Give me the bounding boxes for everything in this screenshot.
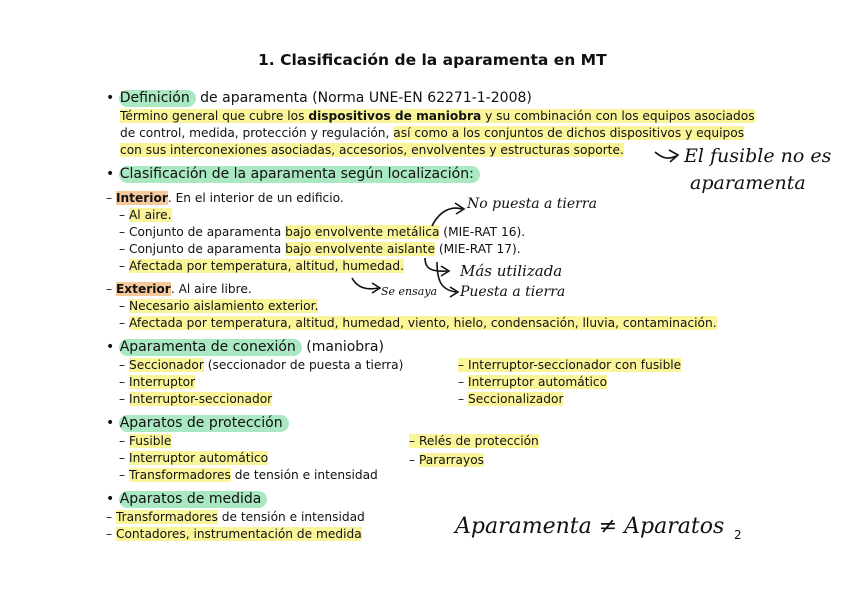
slide-title: 1. Clasificación de la aparamenta en MT [258,51,607,69]
dash: – [106,191,116,205]
item-prefix: – [119,375,129,389]
arrow-mas-utilizada [425,258,447,271]
item-text: Interruptor-seccionador [128,392,273,406]
bullet: • [106,491,115,507]
item-text: Transformadores [128,468,231,482]
item-prefix: – [458,375,468,389]
item-suffix: de tensión e intensidad [217,510,365,524]
item-text: Al aire. [128,208,172,222]
definicion-text: y su combinación con los equipos asociados [481,109,755,123]
page-number: 2 [734,528,742,542]
item-prefix: – Conjunto de aparamenta [119,242,286,256]
item-text: Pararrayos [418,453,485,467]
item-text: Interruptor automático [128,451,269,465]
handwritten-fusible-2: aparamenta [690,172,806,194]
interior-rest: . En el interior de un edificio. [167,191,344,205]
definicion-bold: dispositivos de maniobra [308,109,482,123]
item-text: Fusible [128,434,172,448]
conexion-rest: (maniobra) [301,339,384,355]
item-text: Interruptor [128,375,196,389]
item-prefix: – [106,527,116,541]
bullet: • [106,90,115,106]
item-text: Afectada por temperatura, altitud, humedad, viento, hielo, condensación, lluvia, contaminación. [128,316,717,330]
arrow-puesta [437,262,456,292]
handwritten-puesta: Puesta a tierra [460,284,566,300]
item-text: Contadores, instrumentación de medida [115,527,362,541]
item-text: Interruptor-seccionador con fusible [467,358,682,372]
handwritten-no-puesta: No puesta a tierra [467,196,597,212]
item-prefix: – [119,208,129,222]
item-suffix: (MIE-RAT 16). [439,225,526,239]
definicion-text: así como a los conjuntos de dichos dispositivos y equipos [393,126,745,140]
item-suffix: de tensión e intensidad [230,468,378,482]
item-text: Seccionalizador [467,392,564,406]
bullet: • [106,415,115,431]
item-suffix: (MIE-RAT 17). [434,242,521,256]
item-prefix: – [119,316,129,330]
item-text: Necesario aislamiento exterior. [128,299,319,313]
handwritten-fusible-1: El fusible no es [684,145,832,167]
item-text: bajo envolvente aislante [285,242,435,256]
definicion-text: con sus interconexiones asociadas, accesorios, envolventes y estructuras soporte. [120,143,624,157]
item-prefix: – [119,451,129,465]
item-prefix: – Conjunto de aparamenta [119,225,286,239]
item-text: Transformadores [115,510,218,524]
item-prefix: – [409,453,419,467]
handwritten-aparamenta-aparatos: Aparamenta ≠ Aparatos [455,514,725,539]
exterior-rest: . Al aire libre. [170,282,252,296]
item-prefix: – [119,468,129,482]
clasificacion-label: Clasificación de la aparamenta según localización: [119,166,480,183]
definicion-text: Término general que cubre los [120,109,309,123]
conexion-label: Aparamenta de conexión [119,339,302,356]
bullet: • [106,339,115,355]
item-text: bajo envolvente metálica [285,225,440,239]
item-prefix: – [119,358,129,372]
item-prefix: – [409,434,419,448]
exterior-label: Exterior [115,282,171,296]
item-prefix: – [106,510,116,524]
item-prefix: – [119,259,129,273]
definicion-rest: de aparamenta (Norma UNE-EN 62271-1-2008) [195,90,532,106]
item-text: Afectada por temperatura, altitud, humedad. [128,259,404,273]
proteccion-label: Aparatos de protección [119,415,289,432]
arrow-no-puesta [432,208,462,226]
definicion-label: Definición [119,90,196,107]
dash: – [106,282,116,296]
item-prefix: – [458,392,468,406]
bullet: • [106,166,115,182]
handwritten-mas-utilizada: Más utilizada [460,262,563,280]
item-suffix: (seccionador de puesta a tierra) [203,358,404,372]
item-prefix: – [119,392,129,406]
item-text: Interruptor automático [467,375,608,389]
item-prefix: – [458,358,468,372]
definicion-text: de control, medida, protección y regulación, [120,126,394,140]
interior-label: Interior [115,191,168,205]
item-prefix: – [119,434,129,448]
item-text: Seccionador [128,358,204,372]
item-text: Relés de protección [418,434,539,448]
item-prefix: – [119,299,129,313]
medida-label: Aparatos de medida [119,491,268,508]
handwritten-se-ensaya: Se ensaya [381,285,438,298]
